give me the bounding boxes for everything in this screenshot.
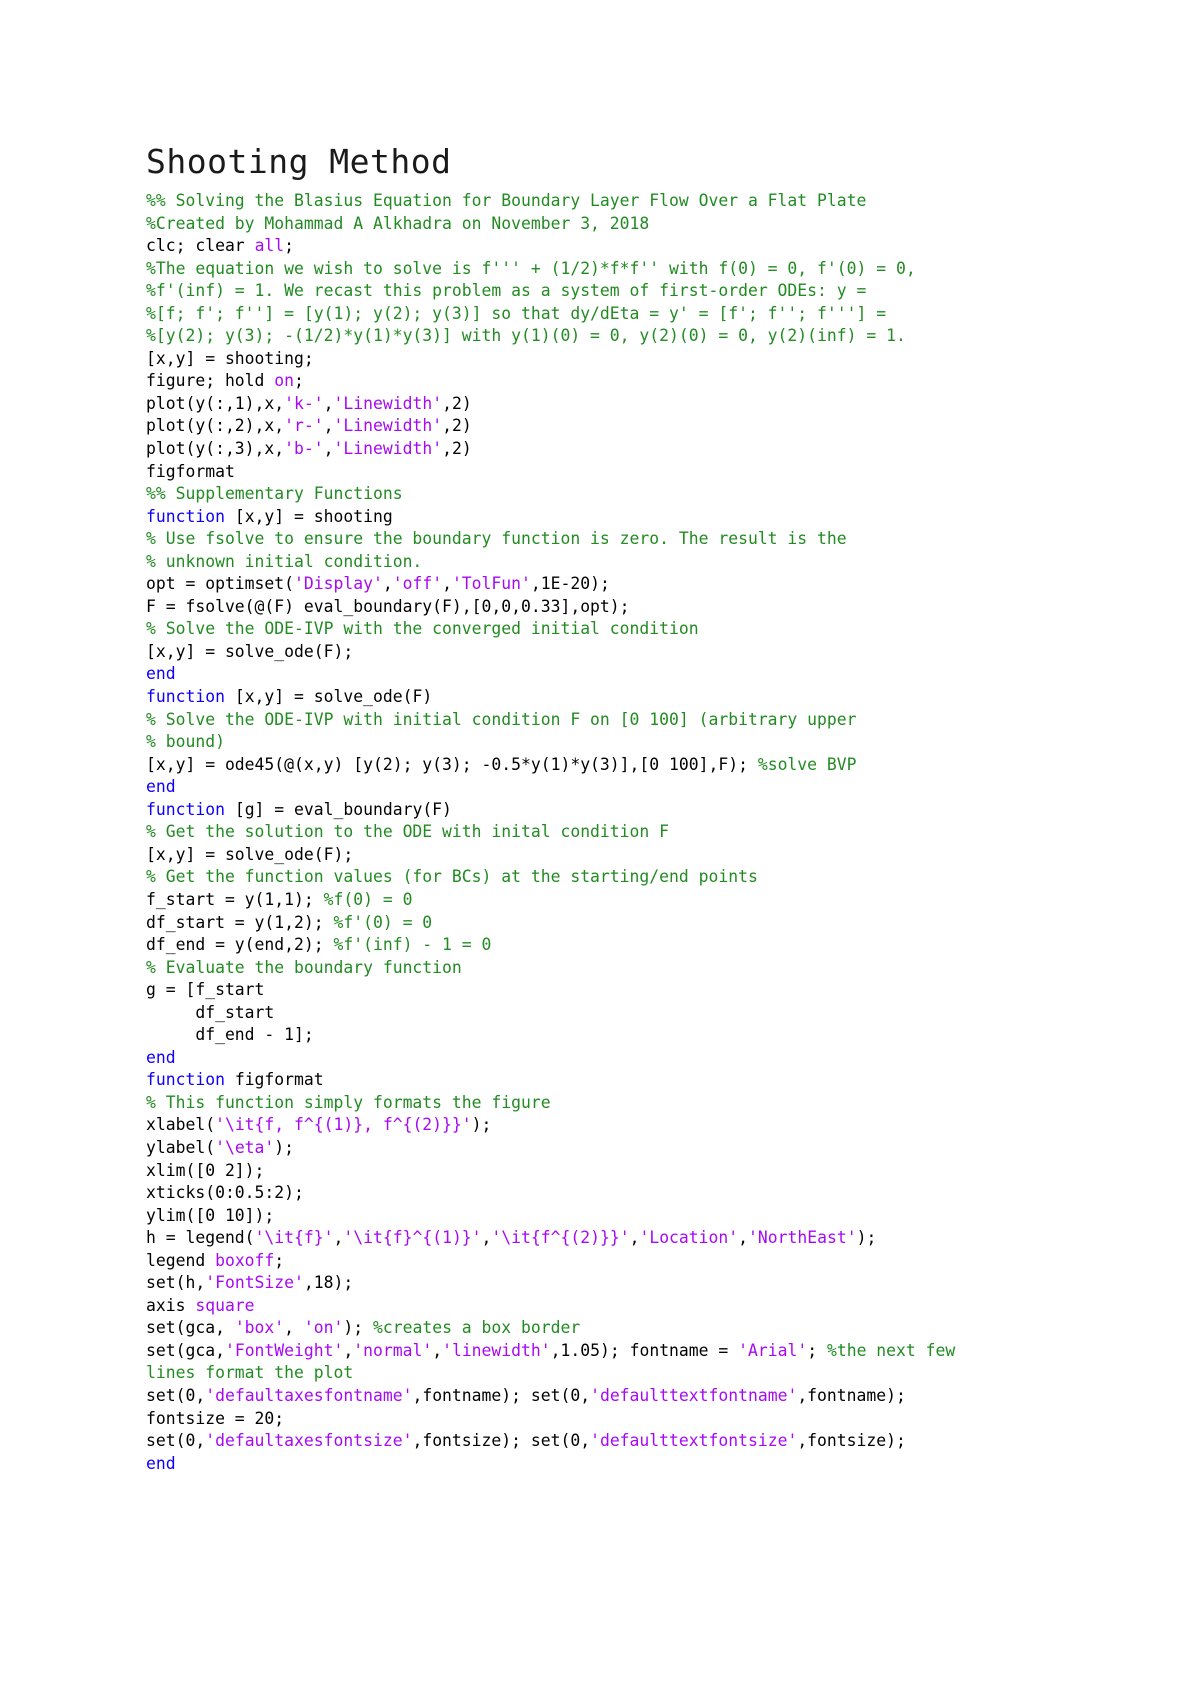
code-token: , [442, 574, 452, 594]
code-token: figformat [224, 1070, 324, 1090]
code-token: df_start = y(1,2); [146, 912, 334, 932]
code-token: set(0, [146, 1385, 206, 1405]
code-line [146, 1295, 1186, 1318]
string-token: 'Linewidth' [333, 393, 443, 413]
keyword-token: function [146, 506, 225, 526]
code-line [146, 190, 1186, 213]
string-token: 'defaulttextfontname' [590, 1385, 798, 1405]
code-token: plot(y(:,2),x, [146, 416, 285, 436]
code-line [146, 618, 1186, 641]
string-token: boxoff [215, 1250, 275, 1270]
code-line [146, 731, 1186, 754]
code-line [146, 596, 1186, 619]
string-token: 'FontSize' [205, 1273, 304, 1293]
code-token: df_end = y(end,2); [146, 935, 334, 955]
code-line [146, 1205, 1186, 1228]
string-token: 'NorthEast' [748, 1228, 857, 1248]
code-token: ,1.05); fontname = [550, 1340, 739, 1360]
code-line [146, 1317, 1186, 1340]
code-token: df_start [146, 1002, 275, 1022]
string-token: 'off' [392, 574, 443, 594]
comment-token: %f(0) = 0 [323, 889, 413, 909]
code-token: ,fontname); [797, 1385, 906, 1405]
string-token: 'FontWeight' [224, 1340, 344, 1360]
string-token: '\it{f}^{(1)}' [343, 1228, 482, 1248]
page-title: Shooting Method [146, 142, 452, 181]
keyword-token: function [146, 687, 225, 707]
code-line [146, 1002, 1186, 1025]
code-line [146, 1385, 1186, 1408]
comment-token: % Solve the ODE-IVP with the converged initial condition [146, 619, 699, 639]
keyword-token: end [146, 777, 176, 797]
code-token: ,fontsize); set(0, [412, 1431, 591, 1451]
code-token: ); [856, 1228, 877, 1248]
code-token: ,fontsize); [797, 1431, 906, 1451]
string-token: 'r-' [284, 416, 324, 436]
code-token: plot(y(:,1),x, [146, 393, 285, 413]
keyword-token: end [146, 1453, 176, 1473]
comment-token: %Created by Mohammad A Alkhadra on November 3, 2018 [146, 213, 650, 233]
code-line [146, 461, 1186, 484]
code-token: clc; clear [146, 236, 255, 256]
code-token: g = [f_start [146, 980, 265, 1000]
code-token: axis [146, 1295, 196, 1315]
code-token: [g] = eval_boundary(F) [224, 799, 452, 819]
code-token: F = fsolve(@(F) eval_boundary(F),[0,0,0.33],opt); [146, 596, 630, 616]
code-line [146, 506, 1186, 529]
code-line [146, 1340, 1186, 1363]
code-token: , [323, 416, 334, 436]
code-token: ,fontname); set(0, [412, 1385, 591, 1405]
code-line [146, 641, 1186, 664]
code-token: opt = optimset( [146, 574, 295, 594]
code-line [146, 235, 1186, 258]
string-token: 'linewidth' [442, 1340, 551, 1360]
code-token: [x,y] = shooting; [146, 348, 314, 368]
code-token: ,2) [442, 416, 472, 436]
comment-token: %f'(0) = 0 [333, 912, 433, 932]
code-line [146, 1430, 1186, 1453]
code-line [146, 866, 1186, 889]
code-token: figformat [146, 461, 235, 481]
string-token: 'box' [234, 1318, 285, 1338]
string-token: 'b-' [284, 439, 324, 459]
comment-token: % Use fsolve to ensure the boundary function is zero. The result is the [146, 529, 847, 549]
code-token: [x,y] = solve_ode(F); [146, 641, 354, 661]
code-token: fontsize = 20; [146, 1408, 285, 1428]
code-token: ,2) [442, 393, 472, 413]
code-token: f_start = y(1,1); [146, 889, 324, 909]
code-line [146, 844, 1186, 867]
code-token: h = legend( [146, 1228, 255, 1248]
comment-token: % This function simply formats the figure [146, 1092, 551, 1112]
code-token: , [629, 1228, 640, 1248]
code-token: ,2) [442, 439, 472, 459]
code-token: ,1E-20); [530, 574, 610, 594]
string-token: '\eta' [215, 1137, 275, 1157]
string-token: 'normal' [353, 1340, 433, 1360]
comment-token: %% Supplementary Functions [146, 484, 403, 504]
code-line [146, 1069, 1186, 1092]
code-line [146, 551, 1186, 574]
code-token: set(0, [146, 1431, 206, 1451]
code-token: [x,y] = solve_ode(F); [146, 844, 354, 864]
code-token: ); [274, 1137, 295, 1157]
string-token: '\it{f^{(2)}}' [491, 1228, 630, 1248]
code-line [146, 821, 1186, 844]
code-token: legend [146, 1250, 216, 1270]
code-line [146, 303, 1186, 326]
code-token: plot(y(:,3),x, [146, 439, 285, 459]
code-token: ; [274, 1250, 285, 1270]
string-token: all [254, 236, 285, 256]
code-line [146, 957, 1186, 980]
code-line [146, 799, 1186, 822]
code-token: ,18); [303, 1273, 354, 1293]
code-token: xlim([0 2]); [146, 1160, 265, 1180]
string-token: 'on' [303, 1318, 344, 1338]
string-token: '\it{f, f^{(1)}, f^{(2)}}' [215, 1115, 472, 1135]
comment-token: %f'(inf) - 1 = 0 [333, 935, 492, 955]
code-line [146, 776, 1186, 799]
string-token: 'Arial' [738, 1340, 808, 1360]
code-line [146, 754, 1186, 777]
comment-token: %The equation we wish to solve is f''' + (1/2)*f*f'' with f(0) = 0, f'(0) = 0, [146, 258, 916, 278]
string-token: 'TolFun' [451, 574, 531, 594]
code-line [146, 686, 1186, 709]
code-token: set(h, [146, 1273, 206, 1293]
code-token: set(gca, [146, 1340, 225, 1360]
code-line [146, 528, 1186, 551]
comment-token: %f'(inf) = 1. We recast this problem as a system of first-order ODEs: y = [146, 281, 867, 301]
keyword-token: end [146, 664, 176, 684]
comment-token: % Get the solution to the ODE with inital condition F [146, 822, 670, 842]
code-line [146, 1047, 1186, 1070]
document-page [146, 140, 1186, 1475]
code-line [146, 979, 1186, 1002]
code-line [146, 1182, 1186, 1205]
code-token: [x,y] = solve_ode(F) [224, 687, 433, 707]
code-line [146, 1272, 1186, 1295]
code-line [146, 1453, 1186, 1476]
code-line [146, 415, 1186, 438]
code-token: [x,y] = ode45(@(x,y) [y(2); y(3); -0.5*y(1)*y(3)],[0 100],F); [146, 754, 758, 774]
code-line [146, 1362, 1186, 1385]
code-line [146, 438, 1186, 461]
comment-token: lines format the plot [146, 1363, 354, 1383]
comment-token: %[f; f'; f''] = [y(1); y(2); y(3)] so that dy/dEta = y' = [f'; f''; f'''] = [146, 303, 887, 323]
code-token: xticks(0:0.5:2); [146, 1183, 304, 1203]
keyword-token: function [146, 1070, 225, 1090]
code-token: [x,y] = shooting [224, 506, 393, 526]
string-token: 'Location' [639, 1228, 739, 1248]
code-line [146, 1137, 1186, 1160]
comment-token: %creates a box border [373, 1318, 581, 1338]
string-token: 'defaulttextfontsize' [590, 1431, 798, 1451]
code-line [146, 1227, 1186, 1250]
code-line [146, 573, 1186, 596]
code-token: df_end - 1]; [146, 1025, 314, 1045]
code-token: ); [471, 1115, 492, 1135]
code-line [146, 934, 1186, 957]
code-listing [146, 190, 1186, 1475]
keyword-token: function [146, 799, 225, 819]
code-token: , [382, 574, 393, 594]
string-token: '\it{f}' [254, 1228, 334, 1248]
string-token: square [195, 1295, 255, 1315]
string-token: 'Linewidth' [333, 416, 443, 436]
code-line [146, 1114, 1186, 1137]
code-token: ylabel( [146, 1137, 216, 1157]
comment-token: % Solve the ODE-IVP with initial condition F on [0 100] (arbitrary upper [146, 709, 857, 729]
code-line [146, 663, 1186, 686]
code-token: , [738, 1228, 749, 1248]
code-token: , [323, 439, 334, 459]
code-token: ylim([0 10]); [146, 1205, 275, 1225]
code-token: ; [294, 371, 304, 391]
code-line [146, 258, 1186, 281]
comment-token: %the next few [826, 1340, 956, 1360]
string-token: on [274, 371, 295, 391]
code-token: , [432, 1340, 443, 1360]
code-line [146, 1408, 1186, 1431]
code-line [146, 483, 1186, 506]
comment-token: % unknown initial condition. [146, 551, 423, 571]
code-token: , [343, 1340, 354, 1360]
code-line [146, 1160, 1186, 1183]
string-token: 'defaultaxesfontname' [205, 1385, 413, 1405]
code-token: set(gca, [146, 1318, 235, 1338]
string-token: 'Linewidth' [333, 439, 443, 459]
code-token: ); [343, 1318, 373, 1338]
code-line [146, 213, 1186, 236]
code-line [146, 348, 1186, 371]
code-line [146, 1024, 1186, 1047]
string-token: 'k-' [284, 393, 324, 413]
code-line [146, 325, 1186, 348]
code-token: ; [284, 236, 295, 256]
comment-token: %solve BVP [757, 754, 857, 774]
code-line [146, 889, 1186, 912]
code-line [146, 280, 1186, 303]
code-token: ; [807, 1340, 827, 1360]
string-token: 'defaultaxesfontsize' [205, 1431, 413, 1451]
comment-token: % Get the function values (for BCs) at the starting/end points [146, 867, 758, 887]
comment-token: %% Solving the Blasius Equation for Boundary Layer Flow Over a Flat Plate [146, 191, 867, 210]
code-line [146, 393, 1186, 416]
comment-token: %[y(2); y(3); -(1/2)*y(1)*y(3)] with y(1)(0) = 0, y(2)(0) = 0, y(2)(inf) = 1. [146, 326, 906, 346]
code-token: , [481, 1228, 492, 1248]
code-line [146, 912, 1186, 935]
code-line [146, 370, 1186, 393]
code-token: xlabel( [146, 1115, 216, 1135]
code-token: , [284, 1318, 304, 1338]
code-token: , [333, 1228, 344, 1248]
code-token: , [323, 393, 334, 413]
code-line [146, 709, 1186, 732]
comment-token: % bound) [146, 732, 225, 752]
code-token: figure; hold [146, 371, 275, 391]
keyword-token: end [146, 1047, 176, 1067]
code-line [146, 1092, 1186, 1115]
code-line [146, 1250, 1186, 1273]
comment-token: % Evaluate the boundary function [146, 957, 462, 977]
string-token: 'Display' [294, 574, 383, 594]
